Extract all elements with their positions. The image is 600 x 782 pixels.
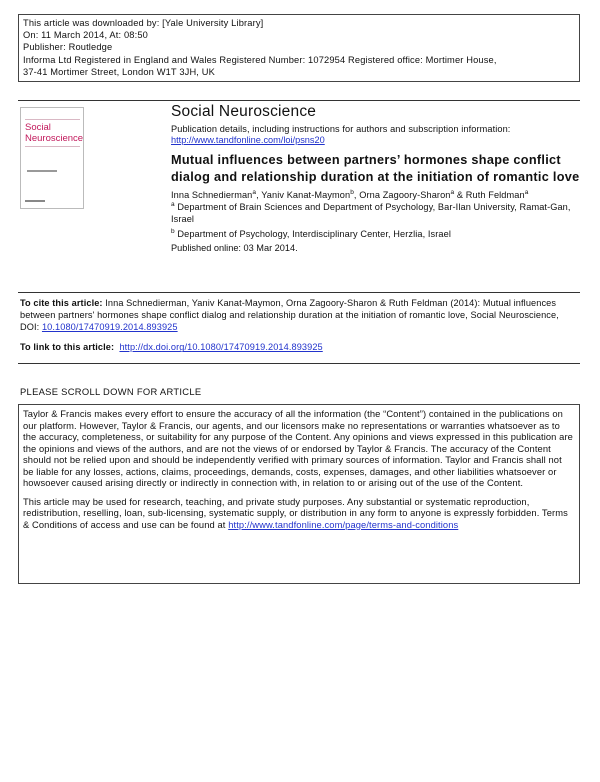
download-notice-line: Informa Ltd Registered in England and Wales Registered Number: 1072954 Registered office: Mortimer House,: [23, 54, 497, 65]
cite-this-article: [20, 298, 580, 333]
disclaimer-box: [18, 404, 580, 584]
download-notice-box: [18, 14, 580, 82]
download-notice-line: Publisher: Routledge: [23, 42, 113, 53]
cover-rule: [25, 119, 80, 120]
download-notice-line: 37-41 Mortimer Street, London W1T 3JH, UK: [23, 66, 215, 77]
affiliation-b: $^b$ Department of Psychology, Interdisciplinary Center, Herzlia, Israel: [171, 228, 451, 239]
author-name: Yaniv Kanat-Maymon: [261, 190, 351, 200]
cover-publisher-mark: [25, 200, 45, 202]
author-name: Ruth Feldman: [465, 190, 525, 200]
citation-text: Inna Schnedierman, Yaniv Kanat-Maymon, Orna Zagoory-Sharon & Ruth Feldman (2014): Mutual influences between partners' hormones shape conflict dialog and relationship duration at the initiation of romantic love, Social Neuroscience, DOI:: [20, 298, 559, 332]
download-notice-line: On: 11 March 2014, At: 08:50: [23, 30, 148, 41]
doi-link[interactable]: 10.1080/17470919.2014.893925: [41, 321, 178, 332]
cover-text-mark: [27, 170, 57, 172]
divider: [18, 363, 580, 364]
journal-name: Social Neuroscience: [171, 103, 317, 120]
published-date: Published online: 03 Mar 2014.: [171, 242, 298, 253]
journal-cover-thumbnail: [20, 107, 84, 209]
citation-block: [20, 298, 580, 354]
journal-url-link[interactable]: http://www.tandfonline.com/loi/psns20: [171, 135, 325, 145]
cover-journal-title: Social Neuroscience: [25, 122, 84, 144]
affiliation-a: $^a$ Department of Brain Sciences and Department of Psychology, Bar-Ilan University, Ramat-Gan, Israel: [171, 201, 571, 224]
link-label: To link to this article:: [20, 342, 115, 353]
download-notice-line: This article was downloaded by: [Yale University Library]: [23, 18, 264, 28]
divider: [18, 292, 580, 293]
cite-label: To cite this article:: [20, 298, 103, 308]
scroll-notice: PLEASE SCROLL DOWN FOR ARTICLE: [20, 386, 202, 397]
article-url-link[interactable]: http://dx.doi.org/10.1080/17470919.2014.893925: [119, 342, 323, 353]
author-list: Inna Schnedierman$^a$, Yaniv Kanat-Maymon$^b$, Orna Zagoory-Sharon$^a$ & Ruth Feldman$^a$: [171, 189, 529, 200]
cover-rule: [25, 146, 80, 147]
author-name: Orna Zagoory-Sharon: [359, 190, 451, 200]
author-name: Inna Schnedierman: [171, 190, 253, 200]
disclaimer-paragraph: Taylor & Francis makes every effort to ensure the accuracy of all the information (the “Content”) contained in the publications on our platform. However, Taylor & Francis, our agents, and our licensors make no representations or warranties whatsoever as to the accuracy, completeness, or suitability for any purpose of the Content. Any opinions and views expressed in this publication are the opinions and views of the authors, and are not the views of or endorsed by Taylor & Francis. The accuracy of the Content should not be relied upon and should be independently verified with primary sources of information. Taylor and Francis shall not be liable for any losses, actions, claims, proceedings, demands, costs, expenses, damages, and other liabilities whatsoever or howsoever caused arising directly or indirectly in connection with, in relation to or arising out of the use of the Content.: [23, 409, 573, 488]
terms-paragraph: This article may be used for research, teaching, and private study purposes. Any substantial or systematic reproduction, redistribution, reselling, loan, sub-licensing, systematic supply, or distribution in any form to anyone is expressly forbidden. Terms & Conditions of access and use can be found at http://www.tandfonline.com/page/terms-and-conditions: [23, 496, 568, 530]
article-title: Mutual influences between partners’ hormones shape conflict dialog and relationship duration at the initiation of romantic love: [171, 153, 580, 184]
article-metadata: [171, 101, 581, 253]
publication-details: Publication details, including instructions for authors and subscription information:: [171, 124, 511, 134]
link-to-article: [20, 342, 580, 354]
terms-link[interactable]: http://www.tandfonline.com/page/terms-and-conditions: [228, 519, 459, 530]
